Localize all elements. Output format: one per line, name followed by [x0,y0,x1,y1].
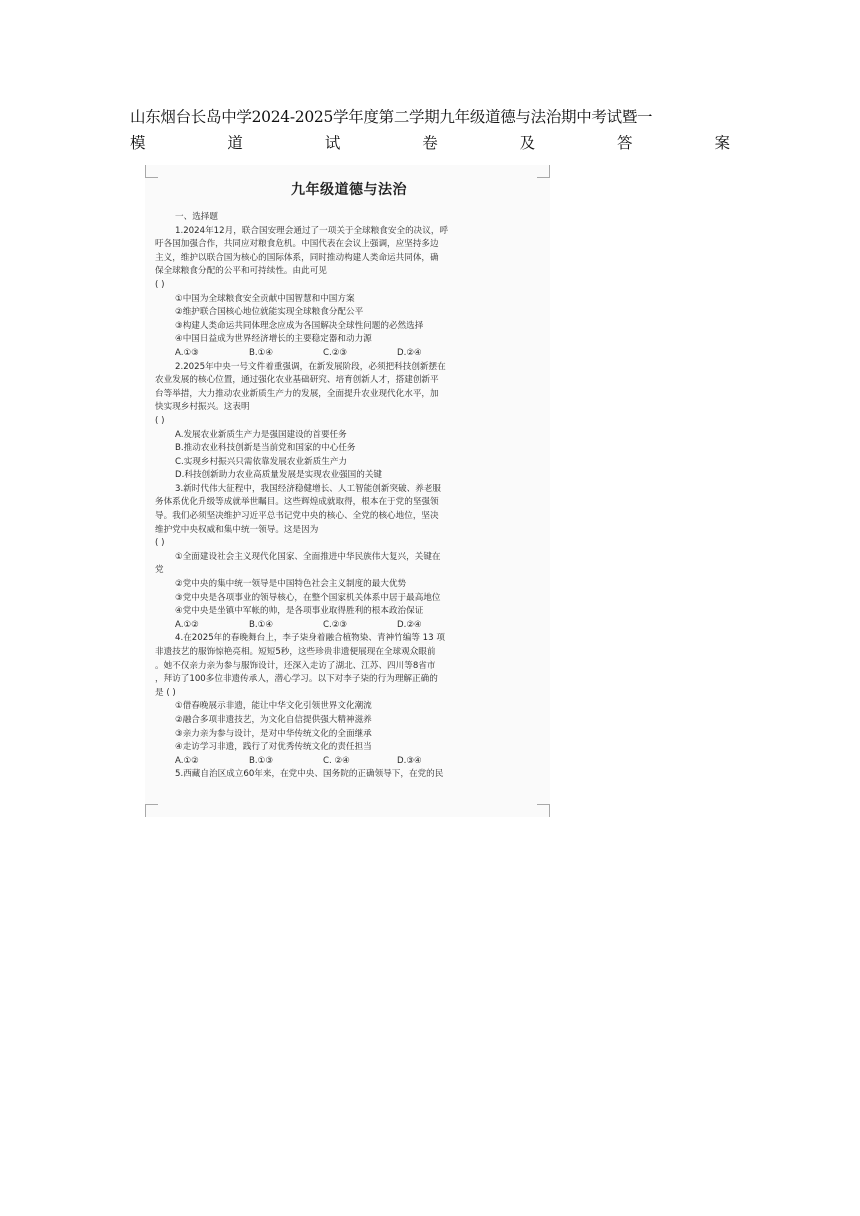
choice-b: B.①④ [249,619,274,630]
question-2-option: A.发展农业新质生产力是强国建设的首要任务 [175,429,347,440]
title-char: 卷 [422,134,438,152]
choice-c: C.②③ [323,347,348,358]
question-1-option: ②维护联合国核心地位就能实现全球粮食分配公平 [175,307,364,318]
question-4-option: ④走访学习非遗，践行了对优秀传统文化的责任担当 [175,742,372,753]
question-4-choices [155,755,543,769]
question-1-option: ④中国日益成为世界经济增长的主要稳定器和动力源 [175,334,372,345]
question-5-text: 5.西藏自治区成立60年来，在党中央、国务院的正确领导下，在党的民 [175,769,444,780]
choice-a: A.①② [175,755,199,766]
answer-paren: ( ) [155,538,165,549]
question-4-text: 4.在2025年的春晚舞台上，李子柒身着融合植物染、青神竹编等 13 项 [175,633,445,644]
question-3-text: 务体系优化升级等成就举世瞩目。这些辉煌成就取得，根本在于党的坚强领 [155,497,439,508]
choice-c: C. ②④ [323,755,350,766]
question-4-option: ②融合多项非遗技艺，为文化自信提供强大精神滋养 [175,714,372,725]
choice-b: B.①④ [249,347,274,358]
question-3-text: 维护党中央权威和集中统一领导。这是因为 [155,524,319,535]
choice-b: B.①③ [249,755,274,766]
question-1-choices [155,347,543,361]
question-2-option: C.实现乡村振兴只需依靠发展农业新质生产力 [175,456,348,467]
question-1-text: 1.2024年12月，联合国安理会通过了一项关于全球粮食安全的决议，呼 [175,225,449,236]
document-title [130,104,730,156]
title-line-2 [130,130,730,156]
question-2-option: B.推动农业科技创新是当前党和国家的中心任务 [175,443,356,454]
title-char: 答 [617,134,633,152]
crop-mark [537,804,550,817]
question-4-option: ①借春晚展示非遗，能让中华文化引领世界文化潮流 [175,701,372,712]
title-char: 试 [324,134,341,152]
question-3-option: ②党中央的集中统一领导是中国特色社会主义制度的最大优势 [175,579,407,590]
choice-d: D.②④ [397,619,422,630]
question-4-text: 。她不仅亲力亲为参与服饰设计，还深入走访了湖北、江苏、四川等8省市 [155,660,436,671]
exam-title: 九年级道德与法治 [291,182,407,198]
question-3-option-cont: 党 [155,565,164,576]
question-3-option: ④党中央是坐镇中军帐的帅，是各项事业取得胜利的根本政治保证 [175,606,424,617]
question-3-option: ③党中央是各项事业的领导核心，在整个国家机关体系中居于最高地位 [175,592,441,603]
title-line-1: 山东烟台长岛中学2024-2025学年度第二学期九年级道德与法治期中考试暨一 [130,108,653,126]
title-char: 案 [714,134,730,152]
question-1-text: 吁各国加强合作，共同应对粮食危机。中国代表在会议上强调，应坚持多边 [155,239,439,250]
question-3-text: 导。我们必须坚决维护习近平总书记党中央的核心、全党的核心地位，坚决 [155,511,439,522]
question-4-option: ③亲力亲为参与设计，是对中华传统文化的全面继承 [175,728,372,739]
question-2-text: 2.2025年中央一号文件着重强调，在新发展阶段，必须把科技创新摆在 [175,361,446,372]
exam-content [155,177,543,782]
question-1-text: 主义，维护以联合国为核心的国际体系，同时推动构建人类命运共同体，确 [155,252,439,263]
choice-a: A.①② [175,619,199,630]
question-1-text: 保全球粮食分配的公平和可持续性。由此可见 [155,266,327,277]
title-char: 模 [130,134,146,152]
question-2-text: 农业发展的核心位置，通过强化农业基础研究、培育创新人才，搭建创新平 [155,375,439,386]
answer-paren: ( ) [155,279,165,290]
section-heading: 一、选择题 [175,212,218,222]
choice-a: A.①③ [175,347,199,358]
title-char: 道 [227,134,243,152]
crop-mark [145,804,158,817]
question-2-text: 台等举措，大力推动农业新质生产力的发展，全面提升农业现代化水平，加 [155,388,439,399]
question-4-text: 是 ( ) [155,687,176,698]
choice-d: D.③④ [397,755,422,766]
question-1-option: ③构建人类命运共同体理念应成为各国解决全球性问题的必然选择 [175,320,424,331]
title-char: 及 [519,134,536,152]
question-2-option: D.科技创新助力农业高质量发展是实现农业强国的关键 [175,470,383,481]
question-3-choices [155,619,543,633]
scanned-exam-page [145,165,550,817]
question-4-text: ，拜访了100多位非遗传承人，潜心学习。以下对李子柒的行为理解正确的 [155,674,438,685]
answer-paren: ( ) [155,415,165,426]
question-4-text: 非遗技艺的服饰惊艳亮相。短短5秒，这些珍贵非遗便展现在全球观众眼前 [155,647,436,657]
question-3-text: 3.新时代伟大征程中，我国经济稳健增长、人工智能创新突破、养老服 [175,483,442,494]
choice-d: D.②④ [397,347,422,358]
choice-c: C.②③ [323,619,348,630]
question-1-option: ①中国为全球粮食安全贡献中国智慧和中国方案 [175,293,355,304]
question-2-text: 快实现乡村振兴。这表明 [155,402,250,413]
question-3-option: ①全面建设社会主义现代化国家、全面推进中华民族伟大复兴，关键在 [175,551,441,562]
